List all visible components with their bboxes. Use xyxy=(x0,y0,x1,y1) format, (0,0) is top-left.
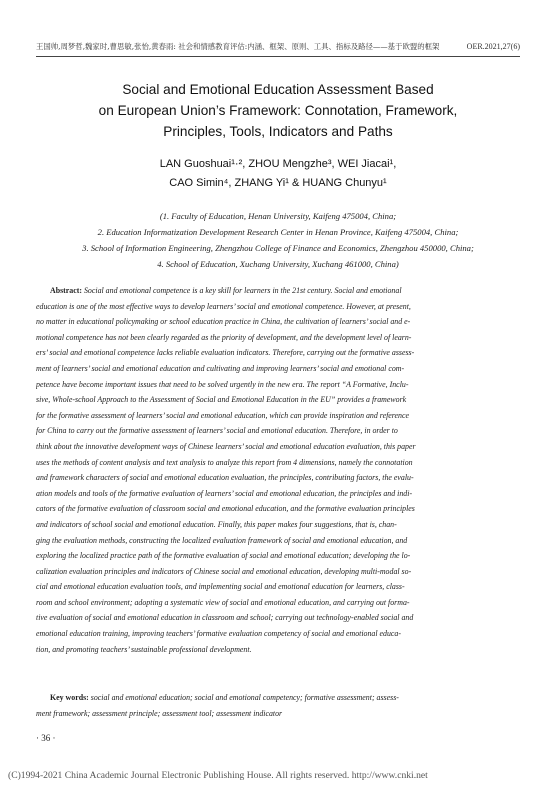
title-line: on European Union’s Framework: Connotation, Framework, xyxy=(98,103,458,118)
keywords-text: social and emotional education; social and emotional competency; formative assessment; assess- xyxy=(90,693,399,702)
affiliation-line: (1. Faculty of Education, Henan University, Kaifeng 475004, China; xyxy=(159,211,397,221)
author-line: CAO Simin⁴, ZHANG Yi¹ & HUANG Chunyu¹ xyxy=(169,176,387,189)
abstract-line: cators of the formative evaluation of classroom social and emotional education, and the formative evaluation principles xyxy=(36,504,415,514)
abstract-line: and framework characters of social and emotional education evaluation, the principles, contributing factors, the evalu- xyxy=(36,473,414,483)
abstract-line: for the formative assessment of learners’ social and emotional education, which can provide inspiration and reference xyxy=(36,410,409,420)
abstract-line: and indicators of school social and emotional education. Finally, this paper makes four suggestions, that is, chan- xyxy=(36,519,397,529)
running-head-authors: 王国帅,周梦哲,魏家时,曹思敏,张怡,黄春雨: 社会和情感教育评估:内涵、框架、原则、工具、指标及路径——基于欧盟的框架 xyxy=(36,42,440,51)
author-line: LAN Guoshuai¹·², ZHOU Mengzhe³, WEI Jiacai¹, xyxy=(159,158,397,170)
abstract-line: ment of learners’ social and emotional education and cultivating and improving learners’ social and emotional com- xyxy=(36,363,405,373)
abstract-label: Abstract: xyxy=(50,286,82,295)
paper-title xyxy=(40,79,516,142)
running-head xyxy=(36,40,520,54)
abstract-line: ging the evaluation methods, constructing the localized evaluation framework of social and emotional education, and xyxy=(36,535,408,545)
copyright-footer: (C)1994-2021 China Academic Journal Electronic Publishing House. All rights reserved. http://www.cnki.net xyxy=(8,770,428,781)
keywords-line: ment framework; assessment principle; assessment tool; assessment indicator xyxy=(36,708,283,718)
affiliation-line: 4. School of Education, Xuchang University, Xuchang 461000, China) xyxy=(157,259,399,269)
abstract-line: education is one of the most effective ways to develop learners’ social and emotional competence. However, at present, xyxy=(36,301,411,311)
abstract-first-line xyxy=(36,283,520,299)
abstract-line: ation models and tools of the formative evaluation of learners’ social and emotional education, the principles and indi- xyxy=(36,488,413,498)
abstract-text: Social and emotional competence is a key skill for learners in the 21st century. Social and emotional xyxy=(83,286,402,295)
abstract-line: motional competence has not been clearly regarded as the priority of development, and the development level of learn- xyxy=(36,332,412,342)
abstract-line: exploring the localized practice path of the formative evaluation of social and emotional education; developing the lo- xyxy=(36,551,411,561)
page-number: · 36 · xyxy=(36,733,56,743)
title-line: Social and Emotional Education Assessment Based xyxy=(122,82,434,97)
abstract-line: calization evaluation principles and indicators of Chinese social and emotional education, developing multi-modal so- xyxy=(36,566,412,576)
abstract-line: sive, Whole-school Approach to the Assessment of Social and Emotional Education in the EU” provides a framework xyxy=(36,395,407,405)
keywords xyxy=(36,690,520,721)
abstract-line: think about the innovative development ways of Chinese learners’ social and emotional education evaluation, this paper xyxy=(36,441,416,451)
author-list xyxy=(40,155,516,192)
affiliation-line: 3. School of Information Engineering, Zhengzhou College of Finance and Economics, Zhengzhou 450000, China; xyxy=(82,243,474,253)
abstract-line: tion, and promoting teachers’ sustainable professional development. xyxy=(36,644,252,654)
abstract-line: tive evaluation of social and emotional education in classroom and school; carrying out technology-enabled social and xyxy=(36,613,414,623)
abstract-line: uses the methods of content analysis and text analysis to analyze this report from 4 dimensions, namely the connotation xyxy=(36,457,413,467)
abstract-line: room and school environment; adopting a systematic view of social and emotional education, and carrying out forma- xyxy=(36,597,410,607)
abstract-line: for China to carry out the formative assessment of learners’ social and emotional education. Therefore, in order to xyxy=(36,426,398,436)
running-head-journal: OER.2021,27(6) xyxy=(466,42,520,51)
abstract xyxy=(36,283,520,657)
header-rule xyxy=(36,56,520,57)
keywords-label: Key words: xyxy=(50,693,89,702)
keywords-first-line xyxy=(36,690,520,706)
abstract-line: cial and emotional education evaluation tools, and implementing social and emotional education for learners, class- xyxy=(36,582,405,592)
abstract-line: emotional education training, improving teachers’ formative evaluation competency of social and emotional educa- xyxy=(36,629,402,639)
title-line: Principles, Tools, Indicators and Paths xyxy=(163,124,393,139)
abstract-line: petence have become important issues that need to be solved urgently in the new era. The report “A Formative, Inclu- xyxy=(36,379,409,389)
abstract-line: ers’ social and emotional competence lacks reliable evaluation indicators. Therefore, carrying out the formative assess- xyxy=(36,348,415,358)
affiliations xyxy=(30,208,526,272)
affiliation-line: 2. Education Informatization Development Research Center in Henan Province, Kaifeng 475004, China; xyxy=(97,227,459,237)
abstract-line: no matter in educational policymaking or school education practice in China, the cultivation of learners’ social and e- xyxy=(36,317,411,327)
